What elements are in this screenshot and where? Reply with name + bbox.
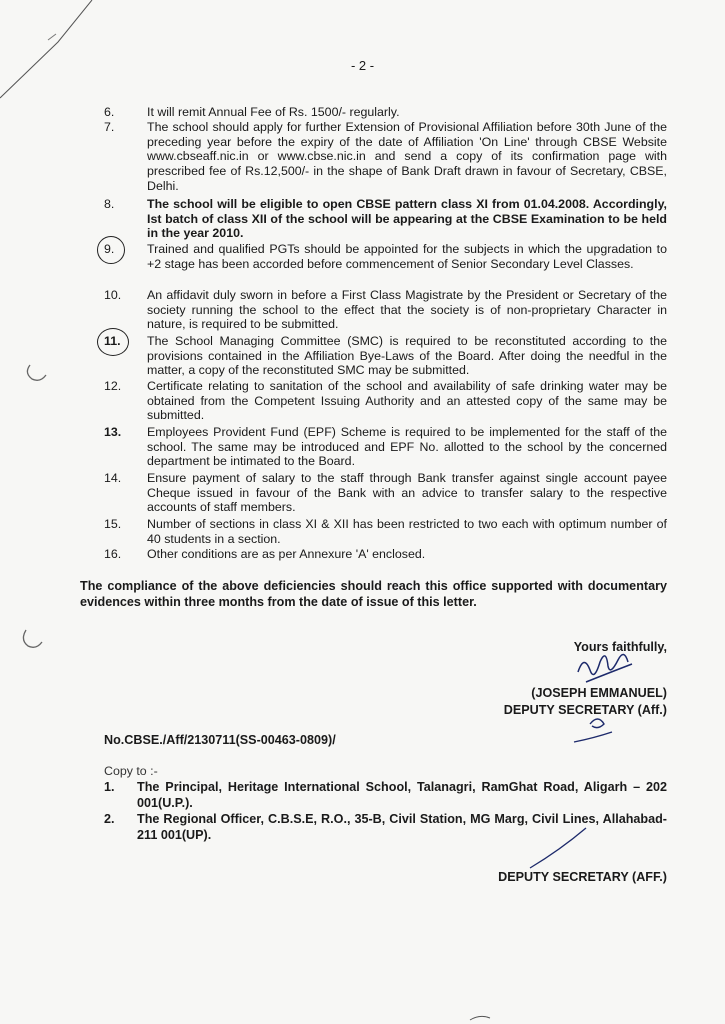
condition-text: Employees Provident Fund (EPF) Scheme is required to be implemented for the staff of the school. The same may be introduced and EPF No. allotted to the school by the concerned department be intimated to the Board. [147,425,667,469]
condition-text: Other conditions are as per Annexure 'A' enclosed. [147,547,426,561]
condition-text: Number of sections in class XI & XII has been restricted to two each with optimum number of 40 students in a section. [147,517,667,546]
condition-text: The School Managing Committee (SMC) is required to be reconstituted according to the provisions contained in the Affiliation Bye-Laws of the Board. After doing the needful in the matter, a copy of the reconstituted SMC may be submitted. [147,334,667,378]
signatory-designation: DEPUTY SECRETARY (Aff.) [503,703,667,717]
condition-text: Certificate relating to sanitation of the school and availability of safe drinking water may be obtained from the Competent Issuing Authority and an attested copy of the same may be submitted. [147,379,667,423]
closing-paragraph: The compliance of the above deficiencies should reach this office supported with documentary evidences within three months from the date of issue of this letter. [80,579,667,609]
condition-text: The school will be eligible to open CBSE pattern class XI from 01.04.2008. Accordingly, Ist batch of class XII of the school will be appearing at the CBSE Examination to be held in the year 2010. [147,197,667,241]
final-signature-designation: DEPUTY SECRETARY (AFF.) [498,870,667,884]
reference-number: No.CBSE./Aff/2130711(SS-00463-0809)/ [104,733,336,747]
condition-number: 11. [104,334,121,348]
condition-text: An affidavit duly sworn in before a First Class Magistrate by the President or Secretary of the society running the school to the effect that the society is of non-proprietary Character in nature, is required to be submitted. [147,288,667,332]
condition-number: 15. [104,517,122,531]
condition-text: Trained and qualified PGTs should be appointed for the subjects in which the upgradation to +2 stage has been accorded before commencement of Senior Secondary Level Classes. [147,242,667,271]
condition-number: 9. [104,242,115,256]
condition-number: 8. [104,197,115,211]
condition-number: 12. [104,379,122,393]
condition-number: 16. [104,547,122,561]
condition-text: The school should apply for further Extension of Provisional Affiliation before 30th June of the preceding year before the expiry of the date of Affiliation 'On Line' through CBSE Website www.cbseaff.nic.in or www.cbse.nic.in and send a copy of its confirmation page with prescribed fee of Rs.12,500/- in the shape of Bank Draft drawn in favour of Secretary, CBSE, Delhi. [147,120,667,193]
copy-to-label: Copy to :- [104,764,158,778]
recipient-number: 2. [104,812,115,826]
salutation: Yours faithfully, [573,640,667,654]
condition-number: 14. [104,471,122,485]
condition-number: 13. [104,425,122,439]
recipient-number: 1. [104,780,115,794]
condition-number: 7. [104,120,115,134]
condition-number: 6. [104,105,115,119]
page-number: - 2 - [350,58,375,73]
recipient-text: The Regional Officer, C.B.S.E, R.O., 35-B, Civil Station, MG Marg, Civil Lines, Allahabad-211 001(UP). [137,812,667,842]
condition-number: 10. [104,288,122,302]
recipient-text: The Principal, Heritage International School, Talanagri, RamGhat Road, Aligarh – 202 001(U.P.). [137,780,667,810]
condition-text: It will remit Annual Fee of Rs. 1500/- regularly. [147,105,400,119]
condition-text: Ensure payment of salary to the staff through Bank transfer against single account payee Cheque issued in favour of the Bank with an advice to transfer salary to the respective accounts of staff members. [147,471,667,515]
signatory-name: (JOSEPH EMMANUEL) [531,686,667,700]
